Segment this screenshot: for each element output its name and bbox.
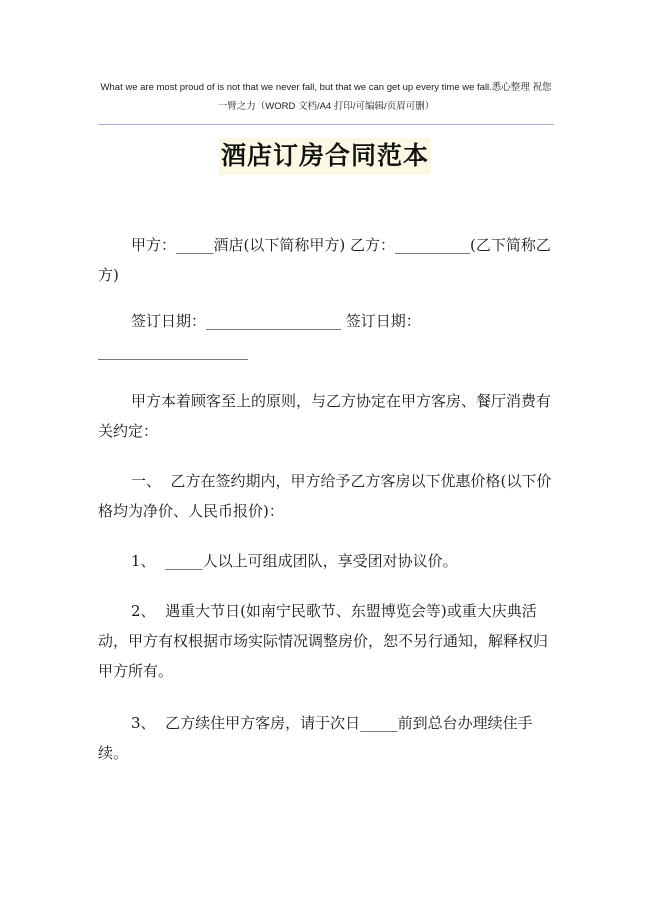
header-quote-line: What we are most proud of is not that we never fall, but that we can get up every time we fall.悉心整理 祝您 xyxy=(100,82,552,93)
item-2-text: 2、 遇重大节日(如南宁民歌节、东盟博览会等)或重大庆典活动，甲方有权根据市场实际情况调整房价，恕不另行通知，解释权归甲方所有。 xyxy=(98,602,549,680)
page-header xyxy=(98,78,554,116)
item-1-text: 1、 _____人以上可组成团队，享受团对协议价。 xyxy=(131,552,458,570)
document-title-wrap xyxy=(0,138,650,175)
party-info-paragraph xyxy=(98,230,554,290)
clause-1-text: 一、 乙方在签约期内，甲方给予乙方客房以下优惠价格(以下价格均为净价、人民币报价)： xyxy=(98,472,552,520)
header-divider xyxy=(98,124,554,125)
header-note-line: 一臂之力（WORD 文档/A4 打印/可编辑/页眉可删） xyxy=(217,101,435,112)
party-info-text: 甲方：_____酒店(以下简称甲方) 乙方：__________(乙下简称乙方) xyxy=(98,236,551,284)
item-1-paragraph xyxy=(98,546,554,576)
item-3-paragraph xyxy=(98,708,554,768)
item-2-paragraph xyxy=(98,596,554,686)
intro-paragraph xyxy=(98,386,554,446)
signing-date-paragraph xyxy=(98,306,554,366)
document-title: 酒店订房合同范本 xyxy=(219,138,431,175)
intro-text: 甲方本着顾客至上的原则，与乙方协定在甲方客房、餐厅消费有关约定： xyxy=(98,392,552,440)
item-3-text: 3、 乙方续住甲方客房，请于次日_____前到总台办理续住手续。 xyxy=(98,714,533,762)
signing-date-text: 签订日期：__________________ 签订日期： xyxy=(131,312,421,330)
clause-1-paragraph xyxy=(98,466,554,526)
signing-date-blank: ____________________ xyxy=(98,342,248,360)
